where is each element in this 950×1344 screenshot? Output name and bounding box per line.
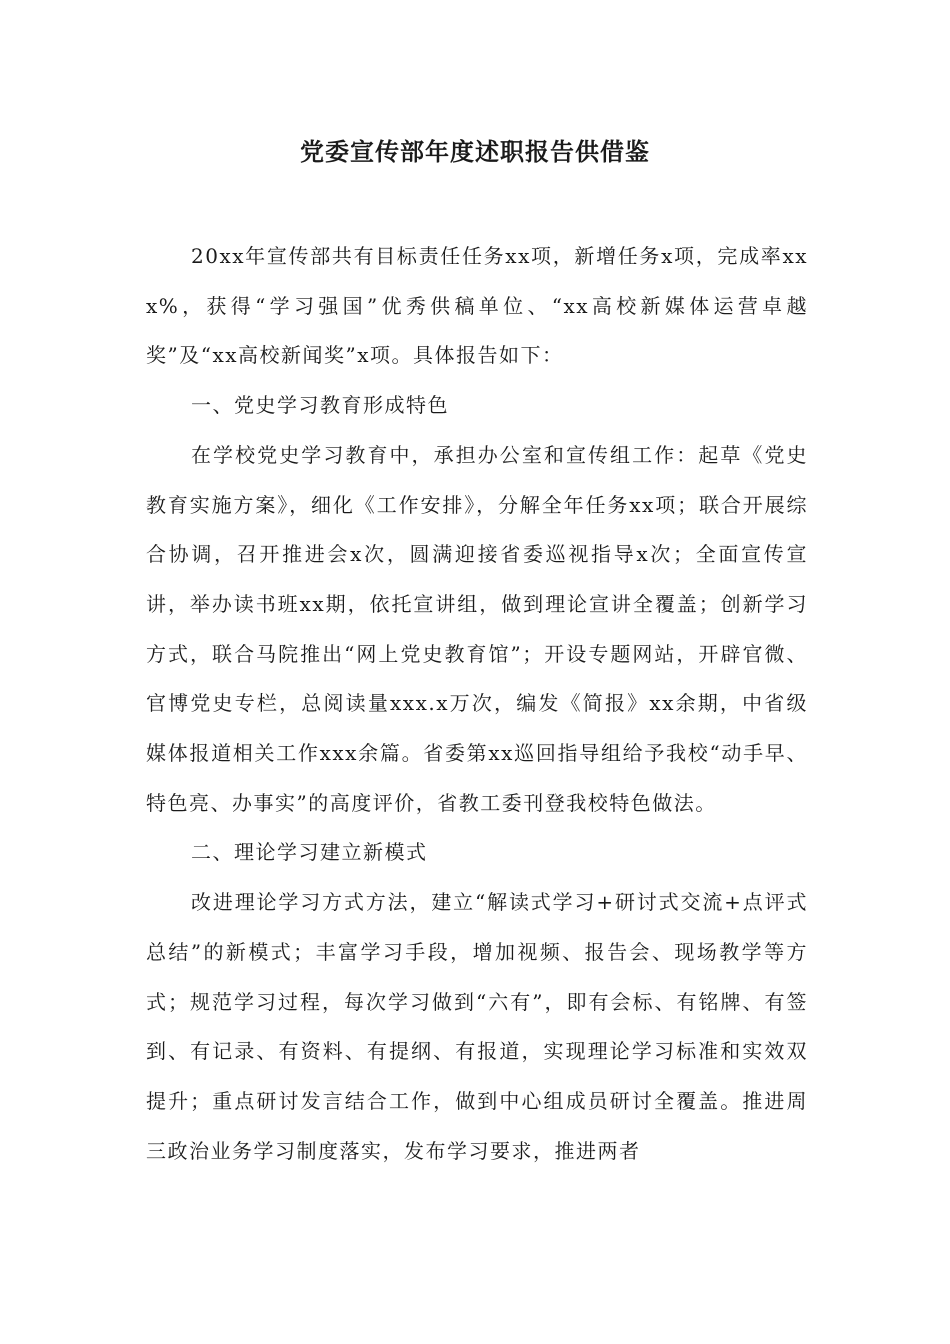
section-heading-2: 二、理论学习建立新模式 xyxy=(191,840,428,865)
document-title: 党委宣传部年度述职报告供借鉴 xyxy=(300,137,650,166)
section-heading-1: 一、党史学习教育形成特色 xyxy=(191,393,449,418)
intro-paragraph: 20xx年宣传部共有目标责任任务xx项，新增任务x项，完成率xxx%，获得“学习强国”优秀供稿单位、“xx高校新媒体运营卓越奖”及“xx高校新闻奖”x项。具体报告如下： xyxy=(146,244,808,368)
section-2-paragraph: 改进理论学习方式方法，建立“解读式学习+研讨式交流+点评式总结”的新模式；丰富学习手段，增加视频、报告会、现场教学等方式；规范学习过程，每次学习做到“六有”，即有会标、有铭牌、有签到、有记录、有资料、有提纲、有报道，实现理论学习标准和实效双提升；重点研讨发言结合工作，做到中心组成员研讨全覆盖。推进周三政治业务学习制度落实，发布学习要求，推进两者 xyxy=(146,890,808,1163)
section-1-paragraph: 在学校党史学习教育中，承担办公室和宣传组工作：起草《党史教育实施方案》，细化《工作安排》，分解全年任务xx项；联合开展综合协调，召开推进会x次，圆满迎接省委巡视指导x次；全面宣传宣讲，举办读书班xx期，依托宣讲组，做到理论宣讲全覆盖；创新学习方式，联合马院推出“网上党史教育馆”；开设专题网站，开辟官微、官博党史专栏，总阅读量xxx.x万次，编发《简报》xx余期，中省级媒体报道相关工作xxx余篇。省委第xx巡回指导组给予我校“动手早、特色亮、办事实”的高度评价，省教工委刊登我校特色做法。 xyxy=(146,442,808,815)
document-body xyxy=(146,232,808,1176)
